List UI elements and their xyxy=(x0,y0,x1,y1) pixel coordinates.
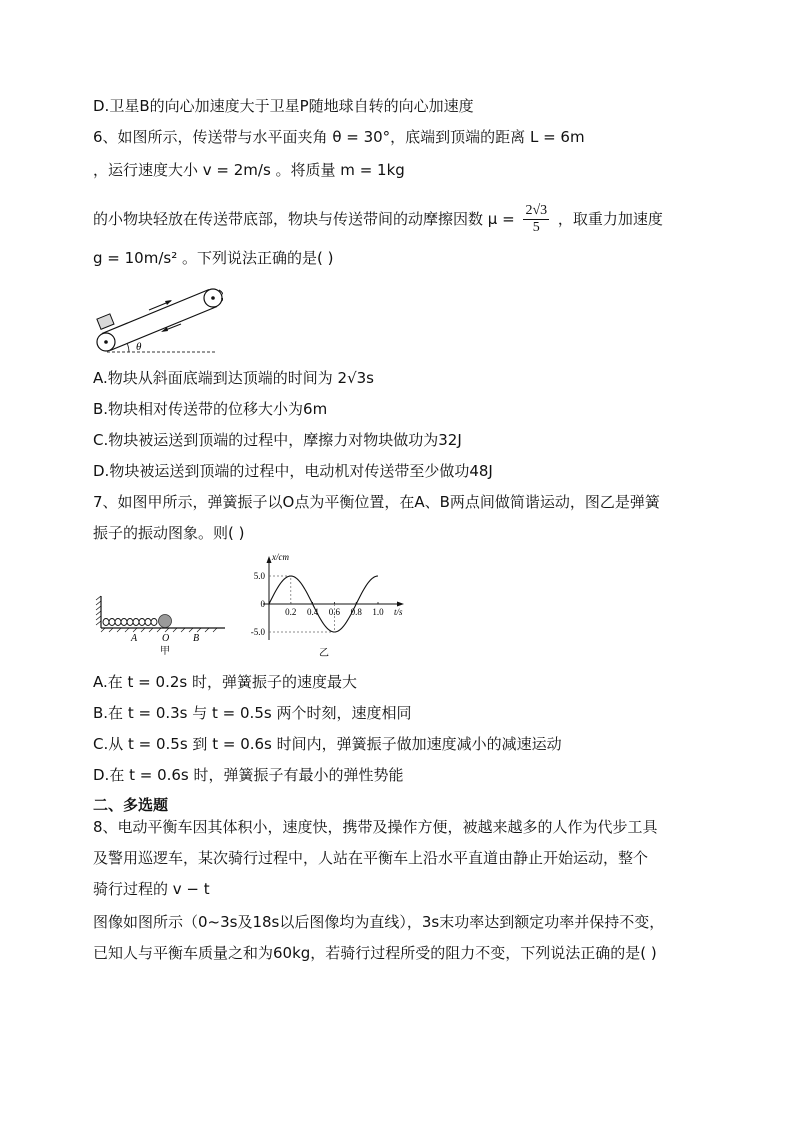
x-tick-label: 0.2 xyxy=(285,607,297,617)
block xyxy=(97,314,114,329)
mu-fraction xyxy=(523,203,549,236)
mu-denominator: 5 xyxy=(532,220,540,235)
q8-stem-line5: 已知人与平衡车质量之和为60kg，若骑行过程所受的阻力不变，下列说法正确的是( ) xyxy=(93,944,657,962)
y-axis-label: x/cm xyxy=(272,552,289,562)
section-heading-multiple-choice: 二、多选题 xyxy=(93,796,169,814)
angle-arc xyxy=(127,343,129,352)
x-tick-label: 0.6 xyxy=(328,607,341,617)
x-tick-label: 0.4 xyxy=(306,607,319,617)
q7-option-c: C.从 t = 0.5s 到 t = 0.6s 时间内，弹簧振子做加速度减小的减速运动 xyxy=(93,735,562,753)
ball xyxy=(159,615,172,628)
belt-top xyxy=(102,290,209,334)
q6-option-c: C.物块被运送到顶端的过程中，摩擦力对物块做功为32J xyxy=(93,431,462,449)
belt-bottom xyxy=(110,307,217,351)
q6-stem-line3-post: ，取重力加速度 xyxy=(557,210,663,228)
label-a: A xyxy=(131,633,138,644)
q6-stem-line2: ，运行速度大小 v = 2m/s 。将质量 m = 1kg xyxy=(93,161,405,179)
q7-option-d: D.在 t = 0.6s 时，弹簧振子有最小的弹性势能 xyxy=(93,766,404,784)
y-tick-label: 0 xyxy=(260,599,265,609)
q6-option-b: B.物块相对传送带的位移大小为6m xyxy=(93,400,328,418)
q7-stem-line1: 7、如图甲所示，弹簧振子以O点为平衡位置，在A、B两点间做简谐运动，图乙是弹簧 xyxy=(93,493,660,511)
q7-stem-line2: 振子的振动图象。则( ) xyxy=(93,524,245,542)
theta-label: θ xyxy=(136,341,142,353)
x-axis-label: t/s xyxy=(394,607,403,617)
q6-stem-line3-pre: 的小物块轻放在传送带底部，物块与传送带间的动摩擦因数 μ = xyxy=(93,210,515,228)
q6-stem-line1: 6、如图所示，传送带与水平面夹角 θ = 30°，底端到顶端的距离 L = 6m xyxy=(93,128,585,146)
q8-stem-line2: 及警用巡逻车，某次骑行过程中，人站在平衡车上沿水平直道由静止开始运动，整个 xyxy=(93,849,649,867)
conveyor-belt-figure xyxy=(93,280,223,360)
caption-jia: 甲 xyxy=(160,646,170,657)
x-tick-label: 0.8 xyxy=(350,607,362,617)
y-tick-label: 5.0 xyxy=(253,571,265,581)
y-axis-arrow xyxy=(267,556,272,563)
arrow-up-icon xyxy=(149,300,172,310)
spring-oscillator-figure xyxy=(95,592,235,660)
q8-stem-line4: 图像如图所示（0~3s及18s以后图像均为直线），3s末功率达到额定功率并保持不变， xyxy=(93,913,665,931)
y-tick-label: -5.0 xyxy=(250,627,265,637)
vibration-graph xyxy=(243,548,423,660)
q8-stem-line3: 骑行过程的 v − t xyxy=(93,880,210,898)
q7-option-b: B.在 t = 0.3s 与 t = 0.5s 两个时刻，速度相同 xyxy=(93,704,412,722)
q8-stem-line1: 8、电动平衡车因其体积小，速度快，携带及操作方便，被越来越多的人作为代步工具 xyxy=(93,818,658,836)
q6-stem-line3 xyxy=(93,203,663,236)
q7-option-a: A.在 t = 0.2s 时，弹簧振子的速度最大 xyxy=(93,673,357,691)
chart-caption-yi: 乙 xyxy=(319,648,329,659)
x-axis-arrow xyxy=(397,602,404,607)
q5-option-d: D.卫星B的向心加速度大于卫星P随地球自转的向心加速度 xyxy=(93,97,474,115)
q6-option-d: D.物块被运送到顶端的过程中，电动机对传送带至少做功48J xyxy=(93,462,493,480)
label-b: B xyxy=(193,633,200,644)
label-o: O xyxy=(162,633,170,644)
x-tick-label: 1.0 xyxy=(372,607,384,617)
mu-numerator: 2√3 xyxy=(525,203,548,218)
q6-stem-line4: g = 10m/s² 。下列说法正确的是( ) xyxy=(93,249,334,267)
q6-option-a: A.物块从斜面底端到达顶端的时间为 2√3s xyxy=(93,369,374,387)
spring xyxy=(103,619,157,626)
